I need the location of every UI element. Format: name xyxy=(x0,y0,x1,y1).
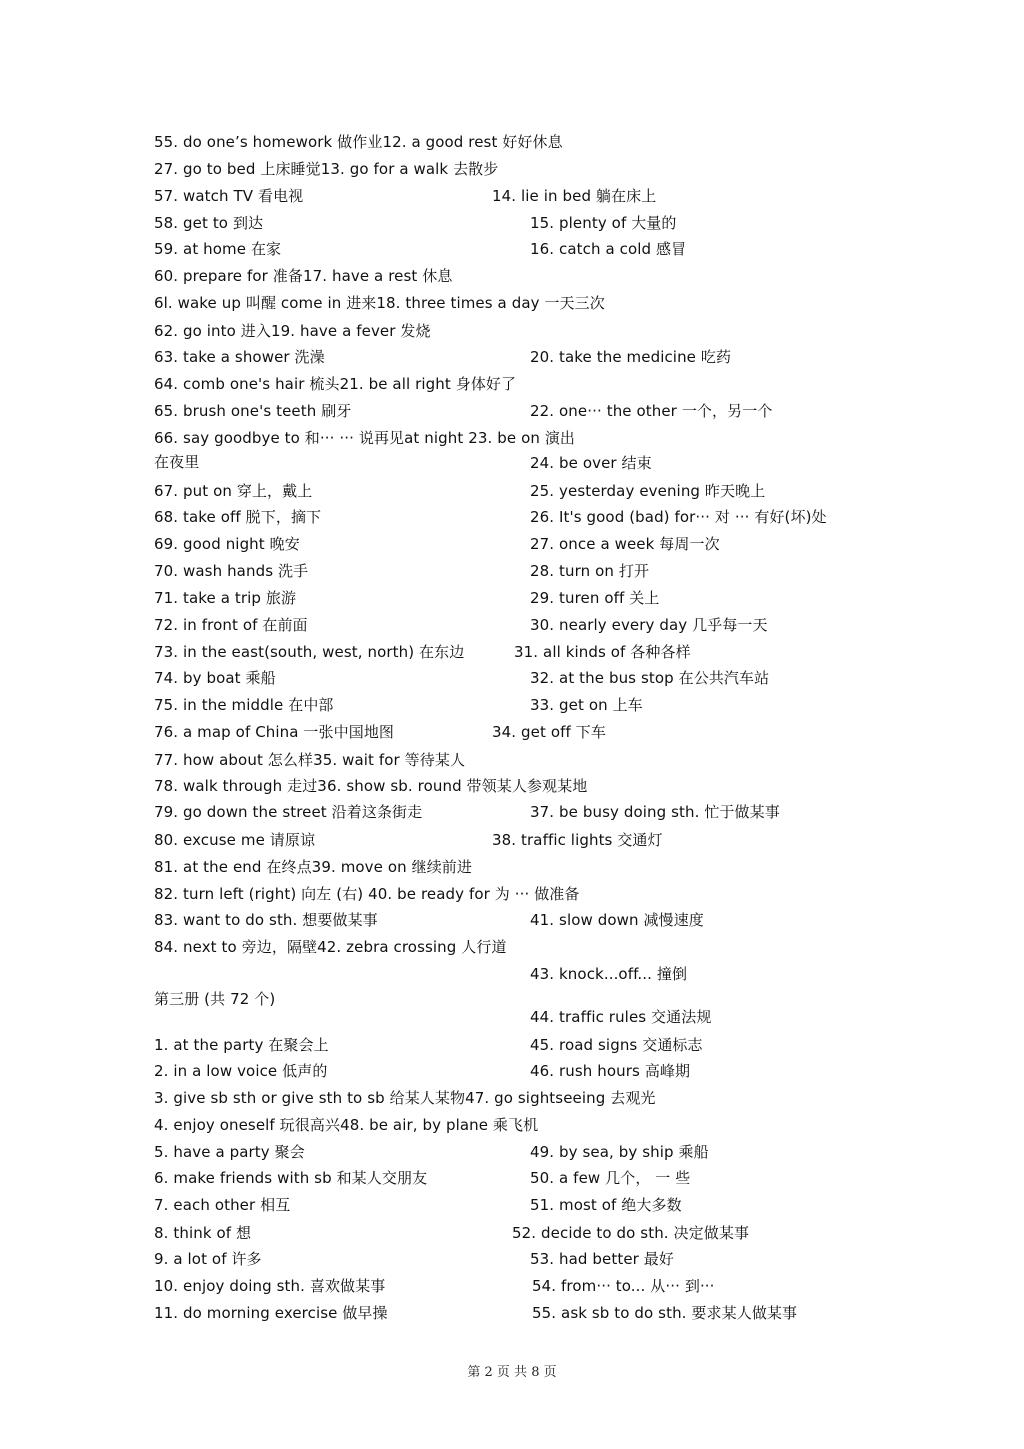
vocab-line: 31. all kinds of 各种各样 xyxy=(514,643,691,661)
vocab-line: 24. be over 结束 xyxy=(530,454,652,472)
vocab-line: 50. a few 几个， 一 些 xyxy=(530,1169,691,1187)
vocab-line: 32. at the bus stop 在公共汽车站 xyxy=(530,669,770,687)
vocab-line: 26. It's good (bad) for··· 对 ··· 有好(坏)处 xyxy=(530,508,827,526)
vocab-line: 78. walk through 走过36. show sb. round 带领某人参观某地 xyxy=(154,777,588,795)
vocab-line: 6l. wake up 叫醒 come in 进来18. three times a day 一天三次 xyxy=(154,294,605,312)
vocab-line: 62. go into 进入19. have a fever 发烧 xyxy=(154,322,431,340)
vocab-line: 73. in the east(south, west, north) 在东边 xyxy=(154,643,465,661)
vocab-line: 5. have a party 聚会 xyxy=(154,1143,305,1161)
vocab-line: 69. good night 晚安 xyxy=(154,535,300,553)
vocab-line: 2. in a low voice 低声的 xyxy=(154,1062,328,1080)
vocab-line: 在夜里 xyxy=(154,453,200,471)
vocab-line: 70. wash hands 洗手 xyxy=(154,562,309,580)
vocab-line: 22. one··· the other 一个，另一个 xyxy=(530,402,773,420)
vocab-line: 10. enjoy doing sth. 喜欢做某事 xyxy=(154,1277,386,1295)
vocab-line: 79. go down the street 沿着这条街走 xyxy=(154,803,423,821)
vocab-line: 52. decide to do sth. 决定做某事 xyxy=(512,1224,750,1242)
vocab-line: 75. in the middle 在中部 xyxy=(154,696,334,714)
vocab-line: 37. be busy doing sth. 忙于做某事 xyxy=(530,803,780,821)
vocab-line: 44. traffic rules 交通法规 xyxy=(530,1008,712,1026)
vocab-line: 1. at the party 在聚会上 xyxy=(154,1036,329,1054)
vocab-line: 6. make friends with sb 和某人交朋友 xyxy=(154,1169,428,1187)
vocab-line: 84. next to 旁边，隔壁42. zebra crossing 人行道 xyxy=(154,938,507,956)
vocab-line: 82. turn left (right) 向左 (右) 40. be ready for 为 ··· 做准备 xyxy=(154,885,580,903)
vocab-line: 30. nearly every day 几乎每一天 xyxy=(530,616,768,634)
vocab-line: 45. road signs 交通标志 xyxy=(530,1036,703,1054)
vocab-line: 3. give sb sth or give sth to sb 给某人某物47. go sightseeing 去观光 xyxy=(154,1089,656,1107)
vocab-line: 55. do one’s homework 做作业12. a good rest 好好休息 xyxy=(154,133,563,151)
vocab-line: 46. rush hours 高峰期 xyxy=(530,1062,691,1080)
vocab-line: 60. prepare for 准备17. have a rest 休息 xyxy=(154,267,453,285)
vocab-line: 58. get to 到达 xyxy=(154,214,264,232)
vocab-line: 65. brush one's teeth 刷牙 xyxy=(154,402,352,420)
vocab-line: 76. a map of China 一张中国地图 xyxy=(154,723,395,741)
vocab-line: 20. take the medicine 吃药 xyxy=(530,348,732,366)
vocab-line: 4. enjoy oneself 玩很高兴48. be air, by plane 乘飞机 xyxy=(154,1116,539,1134)
vocab-line: 41. slow down 减慢速度 xyxy=(530,911,704,929)
vocab-line: 59. at home 在家 xyxy=(154,240,282,258)
vocab-line: 34. get off 下车 xyxy=(492,723,606,741)
vocab-line: 27. go to bed 上床睡觉13. go for a walk 去散步 xyxy=(154,160,499,178)
vocab-line: 80. excuse me 请原谅 xyxy=(154,831,316,849)
vocab-line: 57. watch TV 看电视 xyxy=(154,187,304,205)
vocab-line: 15. plenty of 大量的 xyxy=(530,214,677,232)
vocab-line: 66. say goodbye to 和··· ··· 说再见at night 23. be on 演出 xyxy=(154,429,576,447)
vocab-line: 14. lie in bed 躺在床上 xyxy=(492,187,657,205)
vocab-line: 63. take a shower 洗澡 xyxy=(154,348,325,366)
vocab-line: 25. yesterday evening 昨天晚上 xyxy=(530,482,766,500)
vocab-line: 77. how about 怎么样35. wait for 等待某人 xyxy=(154,751,466,769)
vocab-line: 53. had better 最好 xyxy=(530,1250,674,1268)
vocab-line: 8. think of 想 xyxy=(154,1224,252,1242)
vocab-line: 33. get on 上车 xyxy=(530,696,643,714)
vocab-line: 71. take a trip 旅游 xyxy=(154,589,297,607)
vocab-line: 29. turen off 关上 xyxy=(530,589,660,607)
vocab-line: 72. in front of 在前面 xyxy=(154,616,308,634)
vocab-line: 54. from··· to... 从··· 到··· xyxy=(532,1277,715,1295)
vocab-line: 9. a lot of 许多 xyxy=(154,1250,262,1268)
vocab-line: 16. catch a cold 感冒 xyxy=(530,240,687,258)
vocab-line: 11. do morning exercise 做早操 xyxy=(154,1304,388,1322)
vocab-line: 81. at the end 在终点39. move on 继续前进 xyxy=(154,858,473,876)
vocab-line: 28. turn on 打开 xyxy=(530,562,650,580)
vocab-line: 64. comb one's hair 梳头21. be all right 身体好了 xyxy=(154,375,517,393)
vocab-line: 83. want to do sth. 想要做某事 xyxy=(154,911,378,929)
vocab-line: 43. knock...off... 撞倒 xyxy=(530,965,688,983)
vocab-line: 38. traffic lights 交通灯 xyxy=(492,831,663,849)
vocab-line: 7. each other 相互 xyxy=(154,1196,291,1214)
vocab-line: 74. by boat 乘船 xyxy=(154,669,276,687)
vocab-line: 51. most of 绝大多数 xyxy=(530,1196,682,1214)
vocab-line: 55. ask sb to do sth. 要求某人做某事 xyxy=(532,1304,798,1322)
vocab-line: 49. by sea, by ship 乘船 xyxy=(530,1143,709,1161)
vocab-line: 67. put on 穿上，戴上 xyxy=(154,482,313,500)
page-footer: 第 2 页 共 8 页 xyxy=(467,1365,557,1380)
vocab-line: 27. once a week 每周一次 xyxy=(530,535,720,553)
vocab-line: 第三册 (共 72 个) xyxy=(154,990,276,1008)
vocab-line: 68. take off 脱下，摘下 xyxy=(154,508,322,526)
